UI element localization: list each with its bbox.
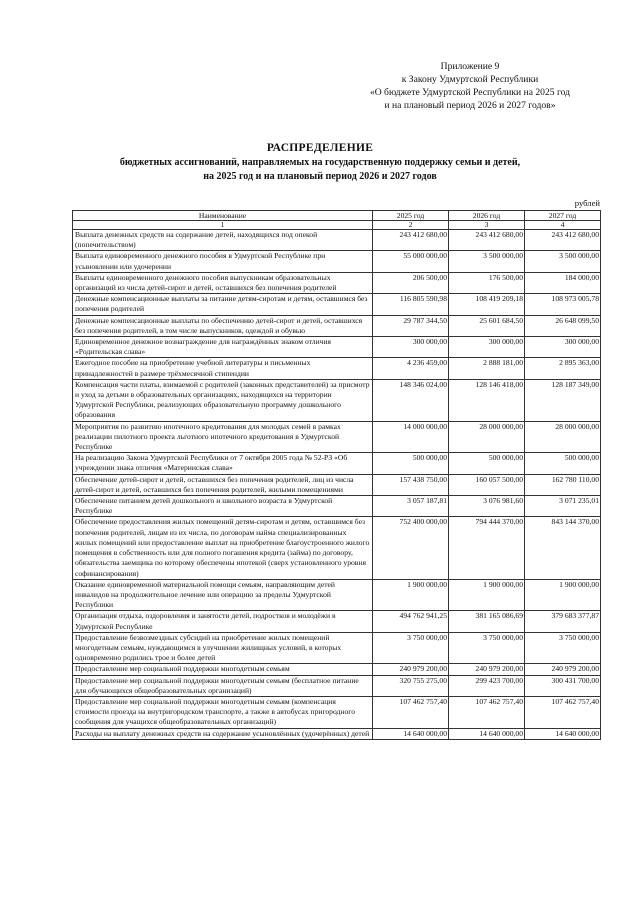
- table-row: [73, 664, 601, 675]
- table-row: [73, 421, 601, 453]
- table-row: [73, 251, 601, 272]
- row-value-2027: 240 979 200,00: [525, 664, 601, 675]
- row-value-2027: 3 500 000,00: [525, 251, 601, 272]
- row-value-2026: 14 640 000,00: [449, 728, 525, 739]
- table-row: [73, 517, 601, 579]
- currency-unit: рублей: [574, 198, 600, 208]
- column-header-2027: 2027 год: [525, 211, 601, 221]
- row-value-2026: 3 750 000,00: [449, 632, 525, 664]
- budget-table-body: [73, 230, 601, 740]
- table-row: [73, 230, 601, 251]
- row-value-2025: 320 755 275,00: [373, 675, 449, 696]
- row-value-2025: 107 462 757,40: [373, 696, 449, 728]
- table-row: [73, 632, 601, 664]
- table-row: [73, 474, 601, 495]
- row-value-2025: 243 412 680,00: [373, 230, 449, 251]
- row-value-2026: 300 000,00: [449, 337, 525, 358]
- row-value-2026: 3 500 000,00: [449, 251, 525, 272]
- row-name-cell: Выплата единовременного денежного пособия в Удмуртской Республике при усыновлении или удочерении: [73, 251, 373, 272]
- row-value-2026: 176 500,00: [449, 272, 525, 293]
- row-name-cell: Предоставление мер социальной поддержки многодетным семьям (компенсация стоимости проезда на внутригородском транспорте, а также в автобусах пригородного сообщения для учащихся общеобразовательных организаций): [73, 696, 373, 728]
- row-value-2025: 752 400 000,00: [373, 517, 449, 579]
- document-title: [60, 141, 580, 185]
- row-value-2026: 381 165 086,69: [449, 611, 525, 632]
- row-name-cell: Мероприятия по развитию ипотечного кредитования для молодых семей в рамках реализации пилотного проекта льготного ипотечного кредитования в Удмуртской Республике: [73, 421, 373, 453]
- table-row: [73, 611, 601, 632]
- row-value-2026: 243 412 680,00: [449, 230, 525, 251]
- row-name-cell: Предоставление мер социальной поддержки многодетным семьям (бесплатное питание для обучающихся общеобразовательных организаций): [73, 675, 373, 696]
- column-index-row: [73, 221, 601, 230]
- row-value-2027: 14 640 000,00: [525, 728, 601, 739]
- appendix-law-title-line1: «О бюджете Удмуртской Республики на 2025 год: [369, 87, 571, 98]
- row-value-2025: 300 000,00: [373, 337, 449, 358]
- row-value-2025: 55 000 000,00: [373, 251, 449, 272]
- row-name-cell: Обеспечение детей-сирот и детей, оставшихся без попечения родителей, лиц из числа детей-сирот и детей, оставшихся без попечения родителей, жилыми помещениями: [73, 474, 373, 495]
- table-row: [73, 294, 601, 315]
- row-value-2026: 240 979 200,00: [449, 664, 525, 675]
- table-row: [73, 728, 601, 739]
- row-value-2025: 116 805 590,98: [373, 294, 449, 315]
- row-name-cell: Компенсация части платы, взимаемой с родителей (законных представителей) за присмотр и уход за детьми в образовательных организациях, находящихся на территории Удмуртской Республики, реализующих образовательную программу дошкольного образования: [73, 379, 373, 421]
- row-value-2025: 240 979 200,00: [373, 664, 449, 675]
- appendix-law-title-line2: и на плановый период 2026 и 2027 годов»: [384, 100, 556, 111]
- row-name-cell: Организация отдыха, оздоровления и занятости детей, подростков и молодёжи в Удмуртской Республике: [73, 611, 373, 632]
- row-value-2026: 2 888 181,00: [449, 358, 525, 379]
- row-value-2026: 3 076 981,60: [449, 496, 525, 517]
- row-value-2027: 2 895 363,00: [525, 358, 601, 379]
- appendix-law-ref: к Закону Удмуртской Республики: [401, 74, 539, 85]
- title-main: РАСПРЕДЕЛЕНИЕ: [266, 142, 374, 154]
- row-value-2026: 108 419 209,18: [449, 294, 525, 315]
- column-index-4: 4: [525, 221, 601, 230]
- row-value-2027: 300 000,00: [525, 337, 601, 358]
- column-index-2: 2: [373, 221, 449, 230]
- row-value-2027: 26 648 099,50: [525, 315, 601, 336]
- row-value-2025: 14 000 000,00: [373, 421, 449, 453]
- row-value-2026: 299 423 700,00: [449, 675, 525, 696]
- row-name-cell: Расходы на выплату денежных средств на содержание усыновлённых (удочерённых) детей: [73, 728, 373, 739]
- table-row: [73, 379, 601, 421]
- row-name-cell: Денежные компенсационные выплаты за питание детям-сиротам и детям, оставшимся без попечения родителей: [73, 294, 373, 315]
- row-value-2025: 3 057 187,81: [373, 496, 449, 517]
- row-name-cell: Обеспечение питанием детей дошкольного и школьного возраста в Удмуртской Республике: [73, 496, 373, 517]
- row-value-2025: 148 346 024,00: [373, 379, 449, 421]
- column-header-name: Наименование: [73, 211, 373, 221]
- table-row: [73, 358, 601, 379]
- row-value-2026: 107 462 757,40: [449, 696, 525, 728]
- table-row: [73, 315, 601, 336]
- row-value-2025: 157 438 750,00: [373, 474, 449, 495]
- row-name-cell: Ежегодное пособие на приобретение учебной литературы и письменных принадлежностей в размере трёхмесячной стипендии: [73, 358, 373, 379]
- row-value-2027: 300 431 700,00: [525, 675, 601, 696]
- row-value-2026: 500 000,00: [449, 453, 525, 474]
- table-row: [73, 675, 601, 696]
- column-index-3: 3: [449, 221, 525, 230]
- row-value-2025: 3 750 000,00: [373, 632, 449, 664]
- table-row: [73, 453, 601, 474]
- row-name-cell: Единовременное денежное вознаграждение для награждённых знаком отличия «Родительская слава»: [73, 337, 373, 358]
- row-value-2025: 14 640 000,00: [373, 728, 449, 739]
- table-row: [73, 579, 601, 611]
- row-value-2027: 107 462 757,40: [525, 696, 601, 728]
- row-value-2027: 3 071 235,01: [525, 496, 601, 517]
- row-name-cell: Предоставление мер социальной поддержки многодетным семьям: [73, 664, 373, 675]
- row-value-2027: 184 000,00: [525, 272, 601, 293]
- row-value-2027: 128 187 349,00: [525, 379, 601, 421]
- appendix-header: [340, 60, 600, 112]
- row-name-cell: Обеспечение предоставления жилых помещений детям-сиротам и детям, оставшимся без попечения родителей, лицам из их числа, по договорам найма специализированных жилых помещений или предоставление выплат на приобретение благоустроенного жилого помещения в собственность или для полного погашения кредита (займа) по договору, обязательства заемщика по которому обеспечены ипотекой (сверх установленного уровня софинансирования): [73, 517, 373, 579]
- table-row: [73, 496, 601, 517]
- row-value-2027: 162 780 110,00: [525, 474, 601, 495]
- row-value-2027: 843 144 370,00: [525, 517, 601, 579]
- row-value-2026: 794 444 370,00: [449, 517, 525, 579]
- row-name-cell: Выплата денежных средств на содержание детей, находящихся под опекой (попечительством): [73, 230, 373, 251]
- appendix-number: Приложение 9: [440, 61, 500, 72]
- row-value-2026: 1 900 000,00: [449, 579, 525, 611]
- row-value-2025: 1 900 000,00: [373, 579, 449, 611]
- column-header-2026: 2026 год: [449, 211, 525, 221]
- row-name-cell: Оказание единовременной материальной помощи семьям, направляющим детей инвалидов на продолжительное лечение или операцию за пределы Удмуртской Республики: [73, 579, 373, 611]
- budget-table: [72, 210, 601, 740]
- row-value-2027: 1 900 000,00: [525, 579, 601, 611]
- row-value-2027: 3 750 000,00: [525, 632, 601, 664]
- row-value-2026: 28 000 000,00: [449, 421, 525, 453]
- row-name-cell: Предоставление безвозмездных субсидий на приобретение жилых помещений многодетным семьям, нуждающимся в улучшении жилищных условий, в которых одновременно родились трое и более детей: [73, 632, 373, 664]
- column-header-2025: 2025 год: [373, 211, 449, 221]
- column-index-1: 1: [73, 221, 373, 230]
- row-value-2026: 128 146 418,00: [449, 379, 525, 421]
- row-value-2025: 494 762 941,25: [373, 611, 449, 632]
- row-value-2025: 500 000,00: [373, 453, 449, 474]
- table-row: [73, 696, 601, 728]
- table-header-row: [73, 211, 601, 221]
- row-value-2025: 206 500,00: [373, 272, 449, 293]
- row-value-2027: 28 000 000,00: [525, 421, 601, 453]
- row-value-2026: 25 601 684,50: [449, 315, 525, 336]
- row-name-cell: На реализацию Закона Удмуртской Республики от 7 октября 2005 года № 52-РЗ «Об учреждении знака отличия «Материнская слава»: [73, 453, 373, 474]
- row-value-2026: 160 057 500,00: [449, 474, 525, 495]
- row-name-cell: Денежные компенсационные выплаты по обеспечению детей-сирот и детей, оставшихся без попечения родителей, в том числе выпускников, одеждой и обувью: [73, 315, 373, 336]
- row-value-2027: 379 683 377,87: [525, 611, 601, 632]
- row-value-2027: 243 412 680,00: [525, 230, 601, 251]
- row-value-2025: 29 787 344,50: [373, 315, 449, 336]
- row-value-2027: 500 000,00: [525, 453, 601, 474]
- row-value-2025: 4 236 459,00: [373, 358, 449, 379]
- table-row: [73, 272, 601, 293]
- title-subtitle-line2: на 2025 год и на плановый период 2026 и 2027 годов: [203, 171, 437, 182]
- row-name-cell: Выплаты единовременного денежного пособия выпускникам образовательных организаций из числа детей-сирот и детей, оставшихся без попечения родителей: [73, 272, 373, 293]
- table-row: [73, 337, 601, 358]
- title-subtitle-line1: бюджетных ассигнований, направляемых на государственную поддержку семьи и детей,: [119, 156, 521, 168]
- row-value-2027: 108 973 005,78: [525, 294, 601, 315]
